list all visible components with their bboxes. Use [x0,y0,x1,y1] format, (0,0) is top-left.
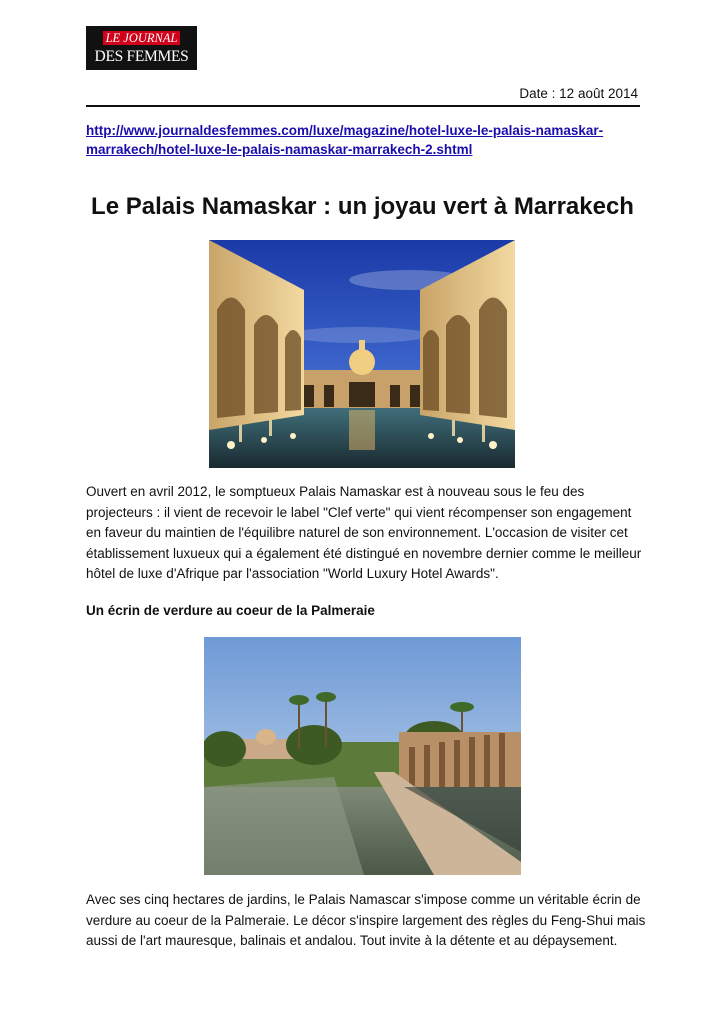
article-title: Le Palais Namaskar : un joyau vert à Marrakech [91,193,634,220]
journal-des-femmes-logo[interactable] [86,26,197,70]
garden-paragraph: Avec ses cinq hectares de jardins, le Palais Namascar s'impose comme un véritable écrin de verdure au coeur de la Palmeraie. Le décor s'inspire largement des règles du Feng-Shui mais aussi de l'art mauresque, balinais et andalou. Tout invite à la détente et au dépaysement. [86,892,646,948]
section-subheading: Un écrin de verdure au coeur de la Palmeraie [86,603,375,618]
palace-night-courtyard-photo [209,240,515,468]
logo-line-2: DES FEMMES [94,48,189,65]
intro-paragraph: Ouvert en avril 2012, le somptueux Palais Namaskar est à nouveau sous le feu des projecteurs : il vient de recevoir le label "Clef verte" qui vient récompenser son engagement en faveur du maintien de l'équilibre naturel de son environnement. L'occasion de visiter cet établissement luxueux qui a également été distingué en novembre dernier comme le meilleur hôtel de luxe d'Afrique par l'association "World Luxury Hotel Awards". [86,484,642,581]
palmeraie-garden-pool-photo [204,637,521,875]
article-date: Date : 12 août 2014 [519,86,638,101]
source-url-link[interactable]: http://www.journaldesfemmes.com/luxe/magazine/hotel-luxe-le-palais-namaskar-marrakech/hotel-luxe-le-palais-namaskar-marrakech-2.shtml [86,123,604,157]
header-divider [86,105,640,107]
logo-line-1: LE JOURNAL [86,31,197,45]
